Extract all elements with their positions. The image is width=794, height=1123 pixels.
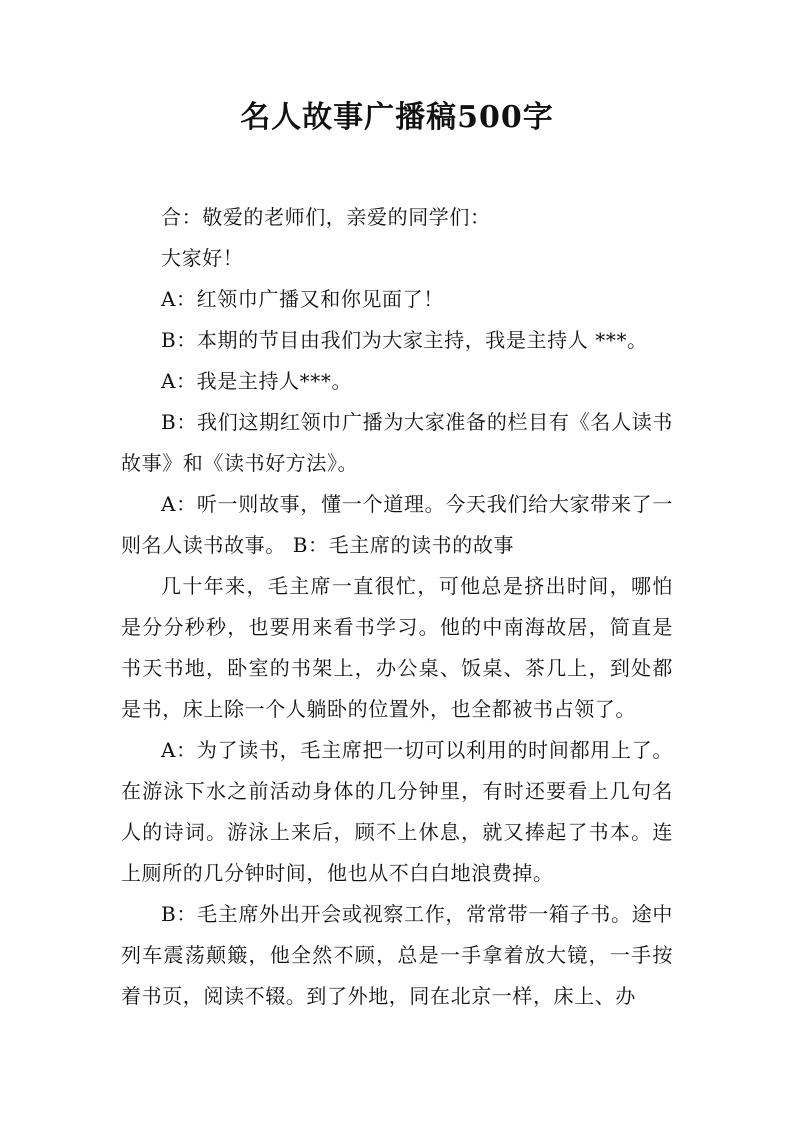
document-body: [121, 197, 673, 1017]
paragraph-a-story-intro: A：听一则故事，懂一个道理。今天我们给大家带来了一则名人读书故事。 B：毛主席的读书的故事: [121, 492, 673, 557]
paragraph-b-columns: B：我们这期红领巾广播为大家准备的栏目有《名人读书故事》和《读书好方法》。: [121, 410, 673, 475]
paragraph-story-1: 几十年来，毛主席一直很忙，可他总是挤出时间，哪怕是分分秒秒，也要用来看书学习。他的中南海故居，简直是书天书地，卧室的书架上，办公桌、饭桌、茶几上，到处都是书，床上除一个人躺卧的位置外，也全都被书占领了。: [121, 574, 673, 721]
paragraph-greeting: 合：敬爱的老师们，亲爱的同学们：: [161, 205, 491, 229]
paragraph-a-host: A：我是主持人***。: [161, 369, 353, 393]
paragraph-hello: 大家好！: [161, 246, 244, 270]
paragraph-story-3: B：毛主席外出开会或视察工作，常常带一箱子书。途中列车震荡颠簸，他全然不顾，总是一手拿着放大镜，一手按着书页，阅读不辍。到了外地，同在北京一样，床上、办: [121, 902, 673, 1008]
paragraph-b-host: B：本期的节目由我们为大家主持，我是主持人 ***。: [161, 328, 648, 352]
paragraph-story-2: A：为了读书，毛主席把一切可以利用的时间都用上了。在游泳下水之前活动身体的几分钟里，有时还要看上几句名人的诗词。游泳上来后，顾不上休息，就又捧起了书本。连上厕所的几分钟时间，他也从不白白地浪费掉。: [121, 738, 673, 885]
document-title: 名人故事广播稿500字: [240, 100, 554, 135]
paragraph-a-intro: A：红领巾广播又和你见面了！: [161, 287, 444, 311]
